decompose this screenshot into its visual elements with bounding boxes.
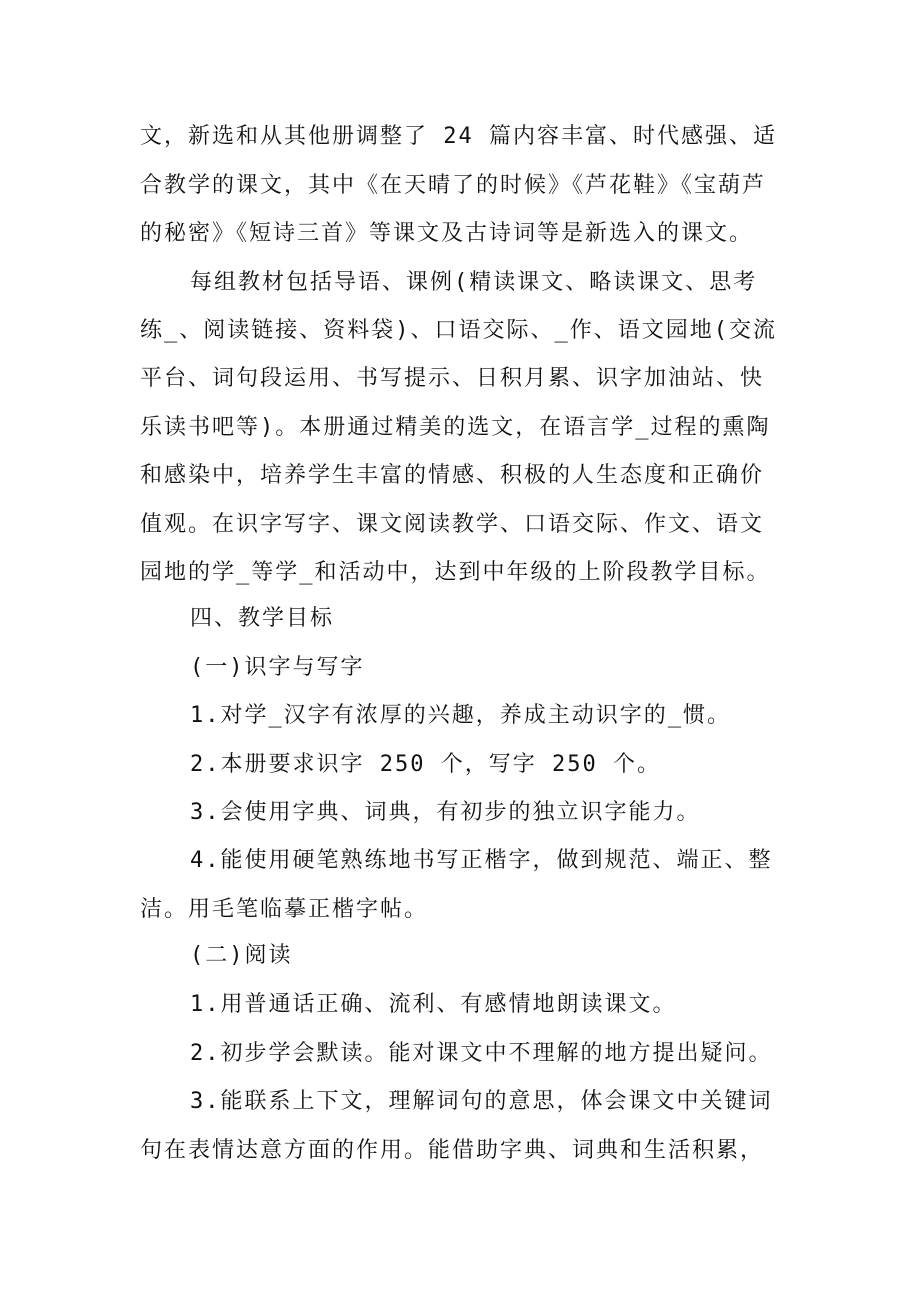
body-line: 合教学的课文，其中《在天晴了的时候》《芦花鞋》《宝葫芦: [140, 173, 767, 198]
body-line: 值观。在识字写字、课文阅读教学、口语交际、作文、语文: [140, 512, 765, 537]
list-item: 3.会使用字典、词典，有初步的独立识字能力。: [190, 800, 701, 825]
list-item: 1.用普通话正确、流利、有感情地朗读课文。: [190, 992, 677, 1017]
list-item: 3.能联系上下文，理解词句的意思，体会课文中关键词: [190, 1089, 773, 1114]
body-line: 园地的学_等学_和活动中，达到中年级的上阶段教学目标。: [140, 560, 771, 585]
section-heading: 四、教学目标: [190, 606, 335, 631]
body-line: 的秘密》《短诗三首》等课文及古诗词等是新选入的课文。: [140, 221, 754, 246]
body-line: 洁。用毛笔临摹正楷字帖。: [140, 897, 429, 922]
list-item: 2.本册要求识字 250 个，写字 250 个。: [190, 752, 661, 777]
list-item: 1.对学_汉字有浓厚的兴趣，养成主动识字的_惯。: [190, 703, 731, 728]
list-item: 2.初步学会默读。能对课文中不理解的地方提出疑问。: [190, 1041, 773, 1066]
body-line: 练_、阅读链接、资料袋)、口语交际、_作、语文园地(交流: [140, 318, 777, 343]
body-line: 乐读书吧等)。本册通过精美的选文，在语言学_过程的熏陶: [140, 415, 771, 440]
paragraph-start: 每组教材包括导语、课例(精读课文、略读课文、思考: [190, 270, 758, 295]
list-item: 4.能使用硬笔熟练地书写正楷字，做到规范、端正、整: [190, 848, 773, 873]
body-line: 句在表情达意方面的作用。能借助字典、词典和生活积累，: [140, 1138, 765, 1163]
body-line: 平台、词句段运用、书写提示、日积月累、识字加油站、快: [140, 366, 765, 391]
body-line: 和感染中，培养学生丰富的情感、积极的人生态度和正确价: [140, 463, 765, 488]
subsection-heading: (一)识字与写字: [190, 655, 365, 680]
body-line: 文，新选和从其他册调整了 24 篇内容丰富、时代感强、适: [140, 124, 777, 149]
subsection-heading: (二)阅读: [190, 943, 293, 968]
